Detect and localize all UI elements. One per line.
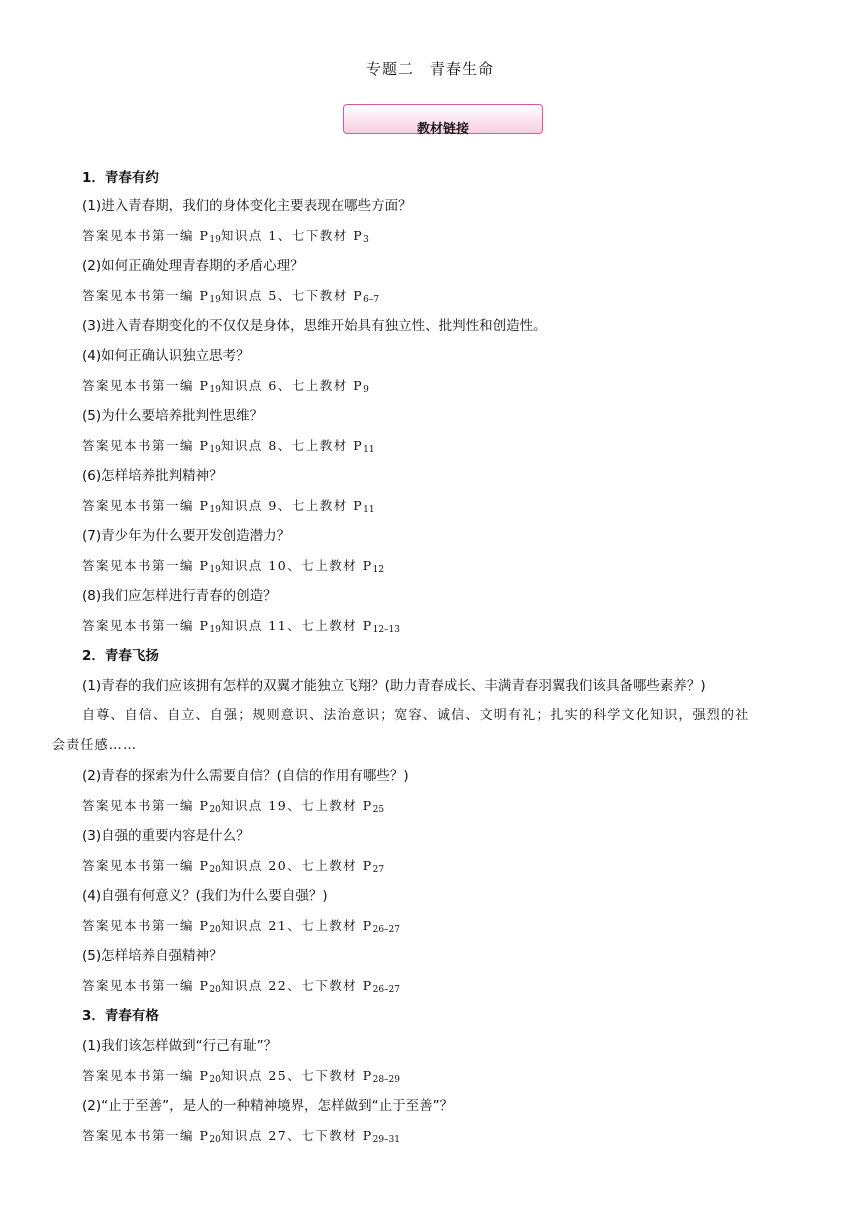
page-subscript: 20 — [209, 985, 221, 995]
page-subscript: 19 — [209, 625, 221, 635]
textbook-page-subscript: 26–27 — [372, 985, 401, 995]
answer-middle: 知识点 21、七上教材 P — [220, 918, 373, 933]
answer-prefix: 答案见本书第一编 P — [82, 498, 210, 513]
page-subscript: 19 — [209, 565, 221, 575]
answer-text-continued: 会责任感…… — [52, 738, 138, 753]
page-subscript: 19 — [209, 295, 221, 305]
question-line: (4)自强有何意义？(我们为什么要自强？) — [82, 888, 328, 904]
answer-middle: 知识点 10、七上教材 P — [220, 558, 373, 573]
answer-text: 自尊、自信、自立、自强；规则意识、法治意识；宽容、诚信、文明有礼；扎实的科学文化知识，强烈的社 — [82, 708, 750, 723]
answer-prefix: 答案见本书第一编 P — [82, 1068, 210, 1083]
question-line: (8)我们应怎样进行青春的创造？ — [82, 588, 277, 604]
question-line: (1)进入青春期，我们的身体变化主要表现在哪些方面？ — [82, 198, 412, 214]
section-heading: 1．青春有约 — [82, 170, 159, 186]
answer-reference — [82, 1126, 400, 1150]
section-heading: 3．青春有格 — [82, 1008, 159, 1024]
textbook-page-subscript: 12 — [372, 565, 385, 575]
question-line: (2)“止于至善”，是人的一种精神境界，怎样做到“止于至善”？ — [82, 1098, 454, 1114]
answer-prefix: 答案见本书第一编 P — [82, 378, 210, 393]
page-subscript: 19 — [209, 235, 221, 245]
answer-prefix: 答案见本书第一编 P — [82, 918, 210, 933]
textbook-page-subscript: 25 — [372, 805, 385, 815]
answer-prefix: 答案见本书第一编 P — [82, 1128, 210, 1143]
question-line: (2)如何正确处理青春期的矛盾心理？ — [82, 258, 304, 274]
section-heading: 2．青春飞扬 — [82, 648, 159, 664]
page-subscript: 20 — [209, 925, 221, 935]
textbook-page-subscript: 28–29 — [372, 1075, 401, 1085]
answer-middle: 知识点 1、七下教材 P — [220, 228, 364, 243]
question-line: (5)为什么要培养批判性思维？ — [82, 408, 264, 424]
answer-middle: 知识点 25、七下教材 P — [220, 1068, 373, 1083]
question-line: (6)怎样培养批判精神？ — [82, 468, 223, 484]
question-line: (4)如何正确认识独立思考？ — [82, 348, 250, 364]
page-subscript: 19 — [209, 445, 221, 455]
answer-middle: 知识点 27、七下教材 P — [220, 1128, 373, 1143]
answer-middle: 知识点 19、七上教材 P — [220, 798, 373, 813]
page-subscript: 20 — [209, 1075, 221, 1085]
textbook-page-subscript: 27 — [372, 865, 385, 875]
answer-prefix: 答案见本书第一编 P — [82, 558, 210, 573]
answer-middle: 知识点 11、七上教材 P — [220, 618, 373, 633]
answer-reference — [82, 436, 375, 460]
answer-middle: 知识点 8、七上教材 P — [220, 438, 364, 453]
answer-middle: 知识点 22、七下教材 P — [220, 978, 373, 993]
answer-middle: 知识点 5、七下教材 P — [220, 288, 364, 303]
question-line: (3)自强的重要内容是什么？ — [82, 828, 250, 844]
page-subscript: 20 — [209, 1135, 221, 1145]
answer-reference — [82, 616, 400, 640]
textbook-page-subscript: 12–13 — [372, 625, 401, 635]
answer-prefix: 答案见本书第一编 P — [82, 288, 210, 303]
answer-middle: 知识点 9、七上教材 P — [220, 498, 364, 513]
answer-prefix: 答案见本书第一编 P — [82, 228, 210, 243]
answer-reference — [82, 1066, 400, 1090]
answer-reference — [82, 286, 379, 310]
page-title: 专题二 青春生命 — [365, 60, 494, 78]
answer-prefix: 答案见本书第一编 P — [82, 798, 210, 813]
answer-reference — [82, 856, 384, 880]
section-banner — [343, 104, 543, 137]
question-line: (5)怎样培养自强精神？ — [82, 948, 223, 964]
page-subscript: 20 — [209, 865, 221, 875]
question-line: (3)进入青春期变化的不仅仅是身体，思维开始具有独立性、批判性和创造性。 — [82, 318, 547, 334]
question-line: (1)青春的我们应该拥有怎样的双翼才能独立飞翔？(助力青春成长、丰满青春羽翼我们该具备哪些素养？) — [82, 678, 706, 694]
textbook-page-subscript: 26–27 — [372, 925, 401, 935]
section-banner-label: 教材链接 — [416, 122, 469, 137]
textbook-page-subscript: 29–31 — [372, 1135, 401, 1145]
answer-prefix: 答案见本书第一编 P — [82, 858, 210, 873]
answer-prefix: 答案见本书第一编 P — [82, 978, 210, 993]
textbook-page-subscript: 11 — [363, 445, 375, 455]
answer-reference — [82, 556, 384, 580]
answer-reference — [82, 796, 384, 820]
answer-middle: 知识点 6、七上教材 P — [220, 378, 364, 393]
answer-reference — [82, 916, 400, 940]
answer-middle: 知识点 20、七上教材 P — [220, 858, 373, 873]
page-subscript: 20 — [209, 805, 221, 815]
textbook-page-subscript: 11 — [363, 505, 375, 515]
answer-prefix: 答案见本书第一编 P — [82, 438, 210, 453]
textbook-page-subscript: 9 — [363, 385, 369, 395]
question-line: (1)我们该怎样做到“行己有耻”？ — [82, 1038, 278, 1054]
question-line: (2)青春的探索为什么需要自信？(自信的作用有哪些？) — [82, 768, 409, 784]
answer-prefix: 答案见本书第一编 P — [82, 618, 210, 633]
answer-reference — [82, 976, 400, 1000]
page-subscript: 19 — [209, 505, 221, 515]
question-line: (7)青少年为什么要开发创造潜力？ — [82, 528, 291, 544]
textbook-page-subscript: 3 — [363, 235, 369, 245]
page-subscript: 19 — [209, 385, 221, 395]
answer-reference — [82, 376, 369, 400]
answer-reference — [82, 226, 369, 250]
textbook-page-subscript: 6–7 — [363, 295, 380, 305]
answer-reference — [82, 496, 375, 520]
